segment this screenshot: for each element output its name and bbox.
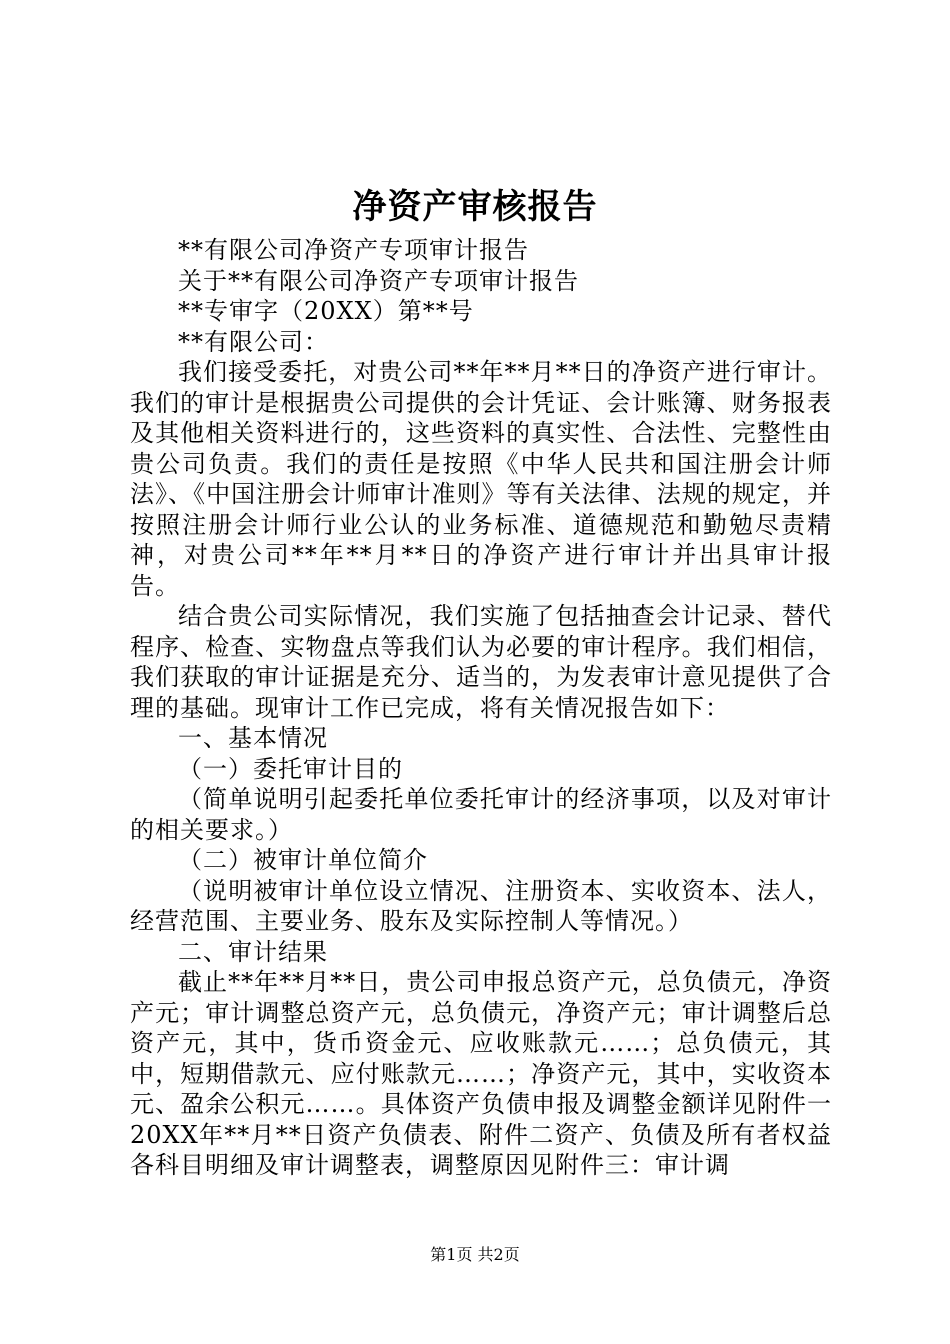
- paragraph-addressee: **有限公司：: [178, 327, 329, 356]
- paragraph-engagement: 我们接受委托，对贵公司**年**月**日的净资产进行审计。我们的审计是根据贵公司提供的会计凭证、会计账簿、财务报表及其他相关资料进行的，这些资料的真实性、合法性、完整性由贵公司负责。我们的责任是按照《中华人民共和国注册会计师法》、《中国注册会计师审计准则》等有关法律、法规的规定，并按照注册会计师行业公认的业务标准、道德规范和勤勉尽责精神，对贵公司**年**月**日的净资产进行审计并出具审计报告。: [130, 358, 832, 600]
- page-footer: 第1页 共2页: [430, 1245, 520, 1264]
- heading-audit-results: 二、审计结果: [178, 937, 328, 966]
- heading-basic-info: 一、基本情况: [178, 724, 328, 752]
- subheading-audit-purpose: （一）委托审计目的: [178, 754, 403, 783]
- paragraph-audit-purpose: （简单说明引起委托单位委托审计的经济事项，以及对审计的相关要求。）: [130, 785, 832, 844]
- paragraph-procedures: 结合贵公司实际情况，我们实施了包括抽查会计记录、替代程序、检查、实物盘点等我们认为必要的审计程序。我们相信，我们获取的审计证据是充分、适当的，为发表审计意见提供了合理的基础。现审计工作已完成，将有关情况报告如下：: [130, 602, 832, 722]
- document-title: 净资产审核报告: [352, 187, 598, 227]
- paragraph-report-subject: 关于**有限公司净资产专项审计报告: [178, 266, 579, 295]
- paragraph-reference-number: **专审字（20XX）第**号: [178, 297, 474, 325]
- paragraph-entity-profile: （说明被审计单位设立情况、注册资本、实收资本、法人，经营范围、主要业务、股东及实际控制人等情况。）: [130, 876, 832, 935]
- document-body: [130, 235, 832, 1181]
- paragraph-report-name: **有限公司净资产专项审计报告: [178, 236, 529, 264]
- paragraph-audit-results: 截止**年**月**日，贵公司申报总资产元，总负债元，净资产元；审计调整总资产元，总负债元，净资产元；审计调整后总资产元，其中，货币资金元、应收账款元……；总负债元，其中，短期借款元、应付账款元……；净资产元，其中，实收资本元、盈余公积元……。具体资产负债申报及调整金额详见附件一20XX年**月**日资产负债表、附件二资产、负债及所有者权益各科目明细及审计调整表，调整原因见附件三：审计调: [130, 968, 832, 1179]
- subheading-entity-profile: （二）被审计单位简介: [178, 846, 428, 874]
